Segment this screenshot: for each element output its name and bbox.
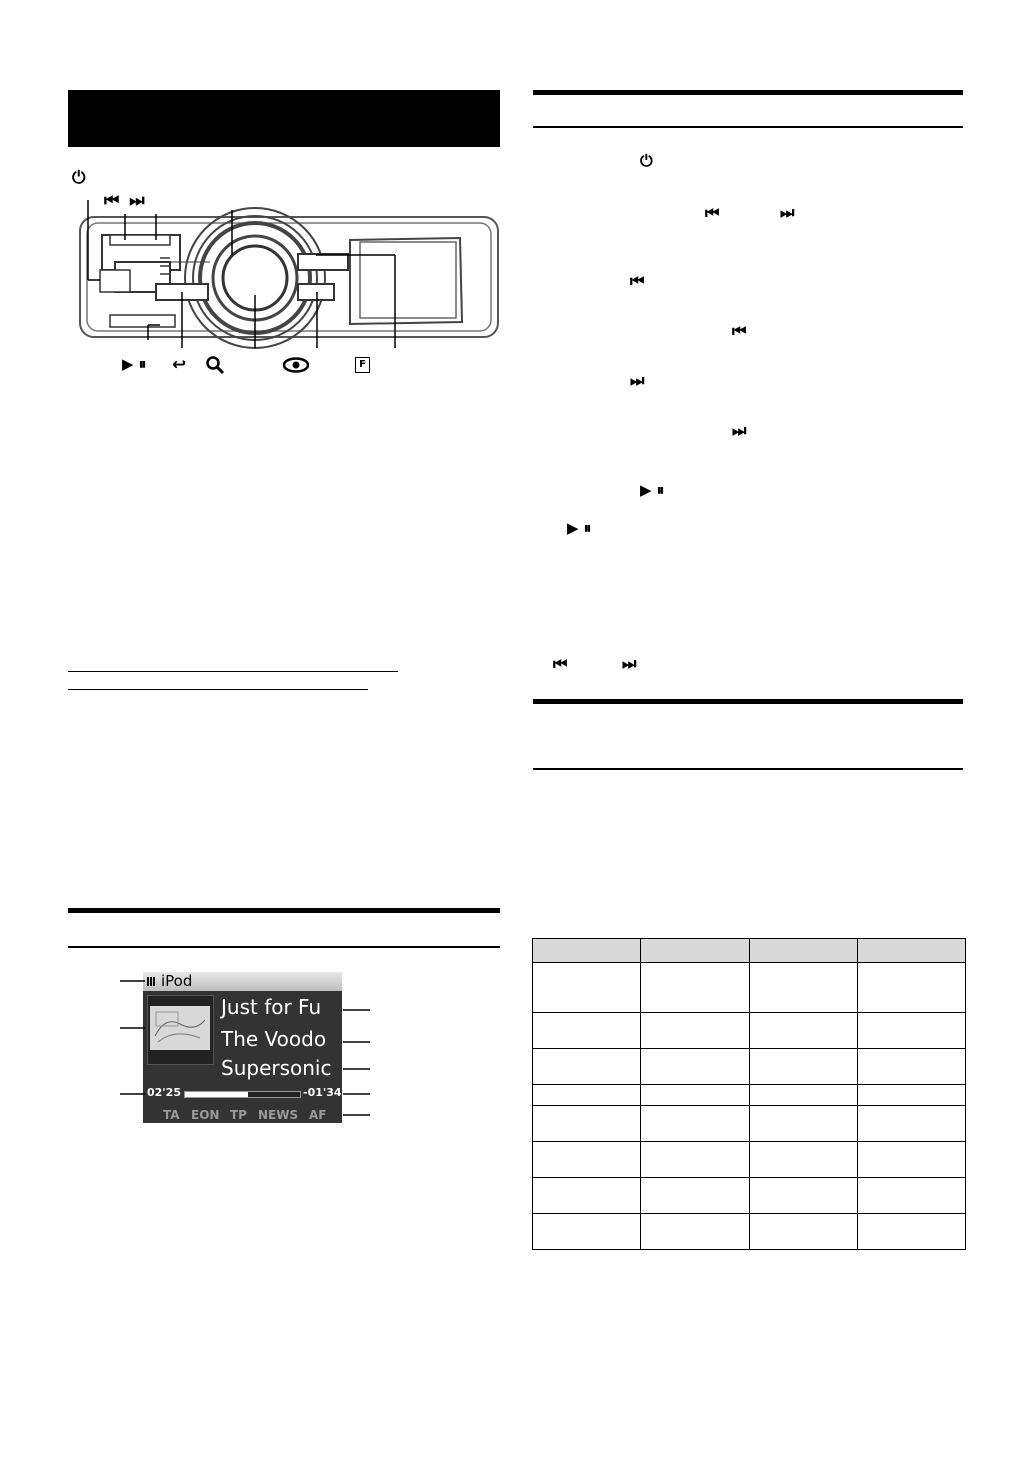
table-cell — [749, 1049, 857, 1085]
function-icon: F — [355, 357, 370, 373]
power-icon: ⏻ — [72, 168, 86, 188]
table-cell — [533, 1178, 641, 1214]
section-title-bar — [68, 90, 500, 147]
section-rule-thin — [68, 946, 500, 948]
artist-name: The Voodo — [221, 1027, 327, 1051]
table-cell — [749, 1106, 857, 1142]
table-row — [533, 963, 966, 1013]
table-cell — [857, 1013, 965, 1049]
return-icon: ↩ — [172, 355, 187, 375]
table-row — [533, 1085, 966, 1106]
table-cell — [533, 963, 641, 1013]
lcd-callouts — [115, 975, 375, 1125]
right-section-rule-thick — [533, 90, 963, 95]
table-cell — [533, 1049, 641, 1085]
table-cell — [749, 1214, 857, 1250]
next-icon: ⏭ — [732, 421, 747, 440]
head-unit-figure — [60, 200, 500, 360]
table-cell — [641, 1214, 749, 1250]
table-row — [533, 1214, 966, 1250]
table-cell — [749, 963, 857, 1013]
table-cell — [533, 1013, 641, 1049]
table-header-row — [533, 939, 966, 963]
table-cell — [641, 1085, 749, 1106]
table-header-cell — [641, 939, 749, 963]
section-rule-thick — [68, 908, 500, 913]
table-row — [533, 1106, 966, 1142]
indicator-eon: EON — [191, 1108, 220, 1122]
table-row — [533, 1013, 966, 1049]
table-row — [533, 1178, 966, 1214]
table-cell — [749, 1085, 857, 1106]
prev-icon: ⏮ — [732, 321, 747, 340]
table-row — [533, 1142, 966, 1178]
indicator-ta: TA — [163, 1108, 180, 1122]
table-cell — [857, 1085, 965, 1106]
table-cell — [533, 1142, 641, 1178]
table-cell — [857, 963, 965, 1013]
spec-table — [532, 938, 966, 1250]
underline-2 — [68, 689, 368, 690]
table-header-cell — [533, 939, 641, 963]
table-cell — [641, 1142, 749, 1178]
table-cell — [533, 1106, 641, 1142]
view-icon — [283, 357, 309, 373]
table-cell — [857, 1106, 965, 1142]
indicator-af: AF — [309, 1108, 327, 1122]
next-icon: ⏭ — [780, 203, 795, 222]
table-cell — [641, 1106, 749, 1142]
source-label: iPod — [161, 972, 193, 990]
album-name: Supersonic — [221, 1056, 332, 1080]
right-section2-rule-thick — [533, 699, 963, 704]
table-cell — [749, 1142, 857, 1178]
right-section-rule-thin — [533, 126, 963, 128]
table-cell — [857, 1178, 965, 1214]
table-cell — [533, 1085, 641, 1106]
table-cell — [749, 1178, 857, 1214]
next-icon: ⏭ — [630, 371, 645, 390]
table-cell — [533, 1214, 641, 1250]
next-icon: ⏭ — [622, 654, 637, 673]
table-cell — [641, 1013, 749, 1049]
remaining-time: -01'34 — [303, 1086, 342, 1099]
table-header-cell — [857, 939, 965, 963]
table-cell — [641, 1049, 749, 1085]
table-cell — [641, 1178, 749, 1214]
play-pause-icon: ▶ ⏸ — [122, 355, 147, 373]
play-pause-icon: ▶ ⏸ — [640, 481, 665, 499]
table-cell — [857, 1214, 965, 1250]
table-cell — [641, 963, 749, 1013]
underline-1 — [68, 671, 398, 672]
indicator-tp: TP — [230, 1108, 247, 1122]
prev-icon: ⏮ — [630, 271, 645, 290]
indicator-news: NEWS — [258, 1108, 299, 1122]
prev-icon: ⏮ — [705, 203, 720, 222]
elapsed-time: 02'25 — [147, 1086, 181, 1099]
table-cell — [857, 1049, 965, 1085]
search-icon — [205, 355, 225, 375]
track-title: Just for Fu — [221, 995, 322, 1019]
power-icon: ⏻ — [640, 151, 653, 170]
play-pause-icon: ▶ ⏸ — [567, 519, 592, 537]
prev-next-icon: ⏮ ⏭ — [104, 191, 147, 211]
table-cell — [857, 1142, 965, 1178]
table-row — [533, 1049, 966, 1085]
table-cell — [749, 1013, 857, 1049]
table-header-cell — [749, 939, 857, 963]
right-section2-rule-thin — [533, 768, 963, 770]
prev-icon: ⏮ — [553, 654, 568, 673]
